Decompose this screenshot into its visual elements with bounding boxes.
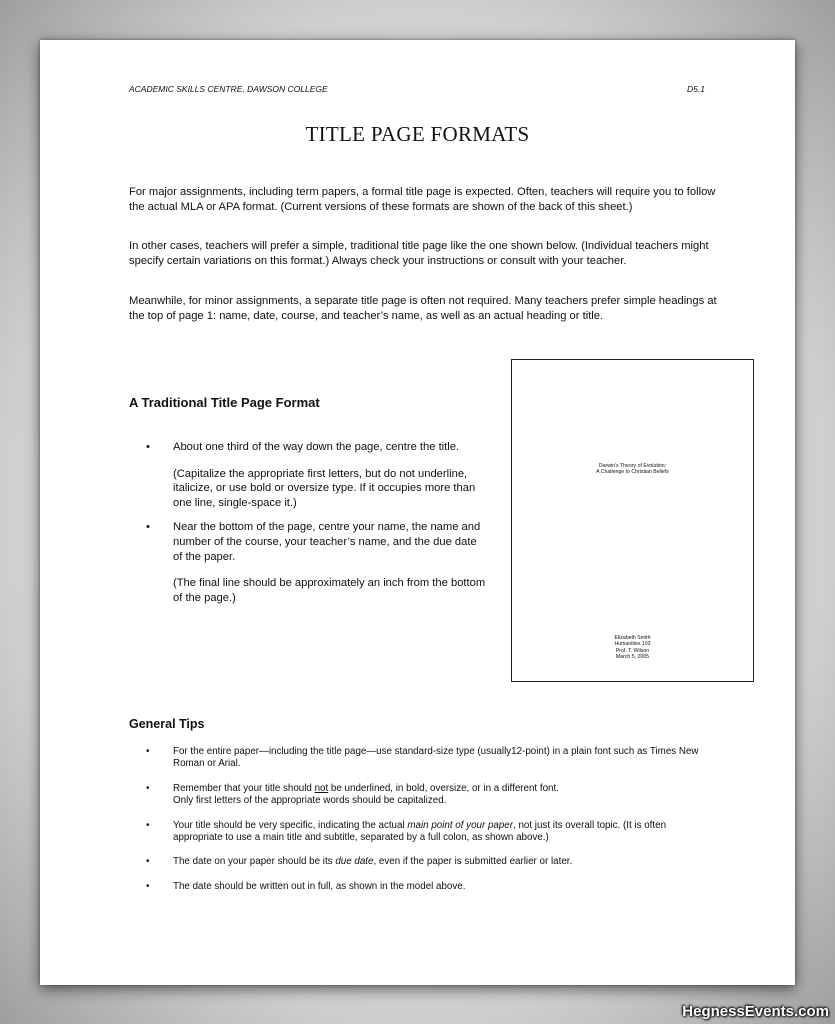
list-item-text: Near the bottom of the page, centre your name, the name and number of the course, your teacher’s name, and the due date of the paper.	[173, 521, 481, 563]
list-item-text: About one third of the way down the page, centre the title.	[173, 441, 460, 453]
tip-text: For the entire paper—including the title page—use standard-size type (usually12-point) in a plain font such as Times New Roman or Arial.	[173, 746, 699, 770]
sample-title-page	[511, 359, 754, 682]
list-item	[146, 820, 706, 845]
tip-text: be underlined, in bold, oversize, or in a different font.	[328, 782, 559, 794]
traditional-format-list	[146, 440, 486, 615]
intro-paragraph-1: For major assignments, including term papers, a formal title page is expected. Often, teachers will require you to follow the actual MLA or APA format. (Current versions of these formats are shown of the back of this sheet.)	[129, 186, 716, 213]
header-code: D5.1	[687, 84, 705, 94]
bullet: •	[146, 746, 150, 757]
sample-title-line: Darwin’s Theory of Evolution:	[598, 463, 667, 469]
sample-author-line: Humanities 103	[614, 641, 651, 648]
list-item	[146, 520, 486, 605]
bullet: •	[146, 782, 150, 794]
sample-author-line: Elizabeth Smith	[614, 635, 651, 641]
tip-text: , not just its overall topic. (It is often appropriate to use a main title and subtitle, separated by a full colon, as shown above.)	[173, 819, 667, 844]
list-item-note: (The final line should be approximately an inch from the bottom of the page.)	[173, 577, 486, 604]
list-item	[146, 856, 706, 868]
sample-title	[512, 463, 753, 476]
bullet: •	[146, 856, 150, 868]
list-item	[146, 783, 706, 808]
intro-paragraph-3: Meanwhile, for minor assignments, a separate title page is often not required. Many teachers prefer simple headings at the top of page 1: name, date, course, and teacher’s name, as well as an actual heading or title.	[129, 295, 717, 322]
site-watermark: HegnessEvents.com	[682, 1003, 829, 1020]
sample-author-line: March 5, 2005	[615, 654, 650, 661]
tip-text: Remember that your title should	[173, 782, 315, 794]
traditional-format-heading: A Traditional Title Page Format	[129, 395, 320, 410]
tip-italic: main point of your paper	[407, 819, 514, 831]
tip-text-line2: Only first letters of the appropriate words should be capitalized.	[173, 795, 447, 807]
sample-title-line: A Challenge to Christian Beliefs	[596, 469, 669, 476]
sample-author-line: Prof. T. Wilson	[615, 647, 650, 654]
general-tips-list	[146, 746, 706, 905]
page-title: TITLE PAGE FORMATS	[305, 122, 530, 146]
list-item	[146, 440, 486, 510]
list-item	[146, 746, 706, 771]
tip-text: Your title should be very specific, indicating the actual	[173, 819, 408, 831]
bullet: •	[146, 819, 150, 831]
tip-text: The date on your paper should be its	[173, 856, 336, 868]
document-page	[40, 40, 795, 985]
list-item-note: (Capitalize the appropriate first letters, but do not underline, italicize, or use bold or oversize type. If it occupies more than one line, single-space it.)	[173, 467, 476, 509]
bullet: •	[146, 880, 150, 892]
header-institution: ACADEMIC SKILLS CENTRE, DAWSON COLLEGE	[129, 84, 328, 94]
sample-author-block	[512, 635, 753, 661]
tip-italic: due date	[335, 856, 374, 868]
bullet: •	[146, 521, 150, 534]
tip-underline: not	[314, 782, 329, 794]
tip-text: The date should be written out in full, as shown in the model above.	[173, 880, 466, 892]
bullet: •	[146, 441, 150, 453]
tip-text: , even if the paper is submitted earlier or later.	[373, 856, 573, 868]
general-tips-heading: General Tips	[129, 717, 205, 731]
intro-paragraph-2: In other cases, teachers will prefer a simple, traditional title page like the one shown below. (Individual teachers might specify certain variations on this format.) Always check your instructions or consult with your teacher.	[129, 240, 709, 267]
list-item	[146, 881, 706, 893]
